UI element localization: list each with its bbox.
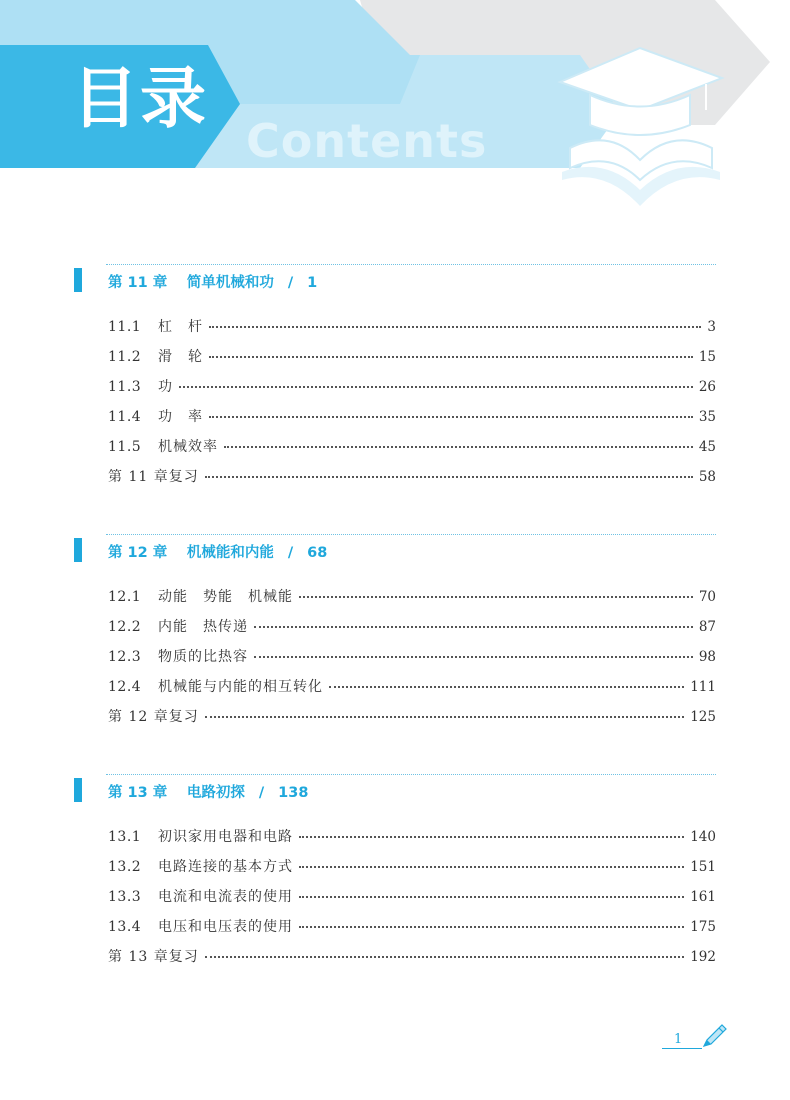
chapter-11 (74, 268, 716, 496)
separator: / (287, 275, 294, 291)
chapter-page: 1 (307, 275, 318, 291)
toc-entry[interactable] (74, 616, 716, 646)
toc-entry[interactable] (74, 586, 716, 616)
dot-leader (299, 865, 684, 868)
chapter-number: 第 11 章 (108, 275, 168, 291)
entry-number: 11.4 (108, 409, 142, 425)
dot-leader (209, 355, 693, 358)
chapter-marker (74, 778, 82, 802)
chapter-heading[interactable] (74, 268, 716, 294)
entry-title: 初识家用电器和电路 (158, 829, 293, 845)
entry-title: 滑 轮 (158, 349, 203, 365)
dot-leader (299, 835, 684, 838)
entry-title: 功 率 (158, 409, 203, 425)
chapter-page: 68 (307, 545, 328, 561)
dot-leader (209, 325, 701, 328)
entry-number: 11.1 (108, 319, 142, 335)
entry-number: 12.1 (108, 589, 142, 605)
dot-leader (224, 445, 693, 448)
entry-page: 125 (690, 709, 716, 725)
entry-title: 电流和电流表的使用 (158, 889, 293, 905)
entry-page: 26 (698, 379, 716, 395)
chapter-title (108, 781, 308, 802)
entry-number: 11.3 (108, 379, 142, 395)
entry-list (74, 316, 716, 496)
entry-page: 70 (698, 589, 716, 605)
chapter-marker (74, 268, 82, 292)
pencil-icon (698, 1022, 728, 1052)
entry-page: 192 (690, 949, 716, 965)
entry-title: 物质的比热容 (158, 649, 248, 665)
dotted-divider (106, 534, 716, 535)
dot-leader (299, 595, 693, 598)
toc-entry[interactable] (74, 646, 716, 676)
entry-page: 140 (690, 829, 716, 845)
dot-leader (205, 715, 685, 718)
entry-number: 12.4 (108, 679, 142, 695)
entry-page: 175 (690, 919, 716, 935)
entry-page: 35 (698, 409, 716, 425)
dotted-divider (106, 774, 716, 775)
entry-title: 内能 热传递 (158, 619, 248, 635)
dot-leader (299, 925, 684, 928)
entry-title: 动能 势能 机械能 (158, 589, 293, 605)
chapter-page: 138 (278, 785, 309, 801)
chapter-name: 简单机械和功 (186, 275, 274, 291)
entry-number: 12.2 (108, 619, 142, 635)
entry-number: 13.4 (108, 919, 142, 935)
header-banner (0, 0, 790, 230)
entry-list (74, 826, 716, 976)
entry-page: 15 (698, 349, 716, 365)
page-number: 1 (674, 1032, 683, 1047)
toc-entry[interactable] (74, 916, 716, 946)
entry-title: 第 13 章复习 (108, 949, 199, 965)
toc-entry[interactable] (74, 826, 716, 856)
chapter-12 (74, 538, 716, 736)
page-title: 目录 (72, 60, 208, 137)
entry-title: 功 (158, 379, 173, 395)
chapter-13 (74, 778, 716, 976)
entry-title: 第 11 章复习 (108, 469, 199, 485)
toc-entry[interactable] (74, 376, 716, 406)
dot-leader (254, 655, 693, 658)
entry-page: 3 (707, 319, 716, 335)
chapter-number: 第 12 章 (108, 545, 168, 561)
chapter-number: 第 13 章 (108, 785, 168, 801)
page-number-rule (662, 1048, 702, 1049)
entry-page: 58 (698, 469, 716, 485)
entry-number: 12.3 (108, 649, 142, 665)
toc-entry[interactable] (74, 406, 716, 436)
toc-entry[interactable] (74, 856, 716, 886)
entry-number: 11.2 (108, 349, 142, 365)
entry-title: 杠 杆 (158, 319, 203, 335)
entry-title: 第 12 章复习 (108, 709, 199, 725)
entry-page: 151 (690, 859, 716, 875)
dot-leader (205, 475, 693, 478)
chapter-heading[interactable] (74, 538, 716, 564)
chapter-title (108, 271, 317, 292)
entry-title: 电压和电压表的使用 (158, 919, 293, 935)
toc-entry[interactable] (74, 676, 716, 706)
entry-page: 111 (690, 679, 716, 695)
dot-leader (254, 625, 693, 628)
dotted-divider (106, 264, 716, 265)
separator: / (287, 545, 294, 561)
chapter-name: 机械能和内能 (186, 545, 274, 561)
entry-title: 机械效率 (158, 439, 218, 455)
toc-entry[interactable] (74, 886, 716, 916)
entry-title: 机械能与内能的相互转化 (158, 679, 323, 695)
chapter-marker (74, 538, 82, 562)
chapter-title (108, 541, 327, 562)
toc-entry-review[interactable] (74, 466, 716, 496)
dot-leader (205, 955, 685, 958)
entry-list (74, 586, 716, 736)
entry-page: 45 (698, 439, 716, 455)
entry-number: 11.5 (108, 439, 142, 455)
toc-entry-review[interactable] (74, 946, 716, 976)
toc-entry[interactable] (74, 316, 716, 346)
dot-leader (329, 685, 684, 688)
page-subtitle: Contents (246, 114, 488, 168)
dot-leader (299, 895, 684, 898)
entry-title: 电路连接的基本方式 (158, 859, 293, 875)
entry-page: 87 (698, 619, 716, 635)
entry-number: 13.2 (108, 859, 142, 875)
separator: / (258, 785, 265, 801)
entry-number: 13.3 (108, 889, 142, 905)
toc-entry[interactable] (74, 436, 716, 466)
entry-page: 161 (690, 889, 716, 905)
dot-leader (179, 385, 693, 388)
entry-page: 98 (698, 649, 716, 665)
entry-number: 13.1 (108, 829, 142, 845)
chapter-name: 电路初探 (186, 785, 245, 801)
toc-entry-review[interactable] (74, 706, 716, 736)
dot-leader (209, 415, 693, 418)
toc-entry[interactable] (74, 346, 716, 376)
chapter-heading[interactable] (74, 778, 716, 804)
